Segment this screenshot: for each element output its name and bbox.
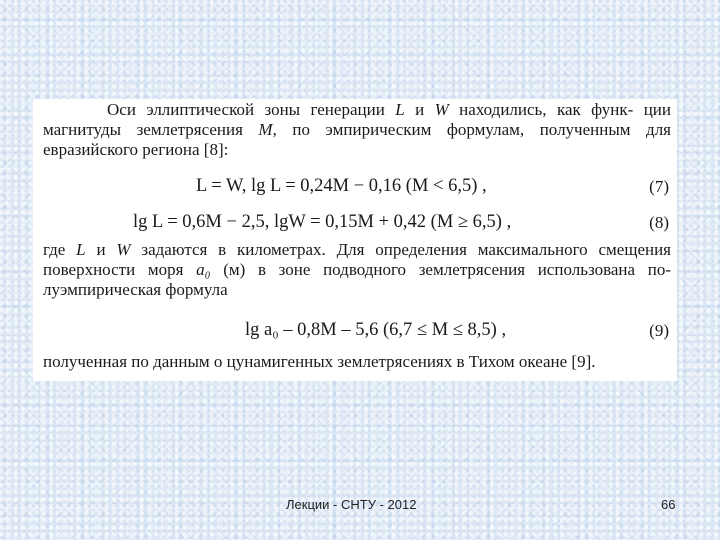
paragraph-2-text-b: и	[85, 240, 117, 259]
formula-9: lg a₀ – 0,8M – 5,6 (6,7 ≤ M ≤ 8,5) ,	[245, 320, 507, 340]
text-image-panel	[33, 99, 677, 381]
paragraph-2-text-c: задаются в километрах. Для определения максимального смещения поверхности моря	[43, 240, 672, 279]
variable-W: W	[116, 240, 131, 259]
paragraph-2-text-a: где	[43, 240, 77, 259]
formula-7: L = W, lg L = 0,24M − 0,16 (M < 6,5) ,	[196, 176, 487, 196]
variable-W: W	[434, 100, 449, 119]
paragraph-1	[43, 100, 671, 160]
footer-label: Лекции - СНТУ - 2012	[286, 497, 417, 512]
variable-a0: a₀	[196, 260, 211, 279]
variable-L: L	[395, 100, 405, 119]
formula-8: lg L = 0,6M − 2,5, lgW = 0,15M + 0,42 (M ≥ 6,5) ,	[133, 212, 512, 232]
variable-M: M	[258, 120, 273, 139]
paragraph-1-text-c: находились, как функ- ции магнитуды землетрясения	[43, 100, 671, 139]
paragraph-1-text-b: и	[404, 100, 435, 119]
equation-number-8: (8)	[649, 213, 669, 232]
paragraph-3: полученная по данным о цунамигенных землетрясениях в Тихом океане [9].	[43, 352, 596, 371]
paragraph-1-text-a: Оси эллиптической зоны генерации	[107, 100, 396, 119]
equation-number-7: (7)	[649, 177, 669, 196]
equation-number-9: (9)	[649, 321, 669, 340]
paragraph-2	[43, 240, 671, 300]
variable-L: L	[76, 240, 86, 259]
paragraph-2-text-d: (м) в зоне подводного землетрясения использована по- луэмпирическая формула	[43, 260, 671, 299]
paragraph-1-text-d: , по эмпирическим формулам, полученным для евразийского региона [8]:	[43, 120, 671, 159]
page-number: 66	[661, 497, 676, 512]
